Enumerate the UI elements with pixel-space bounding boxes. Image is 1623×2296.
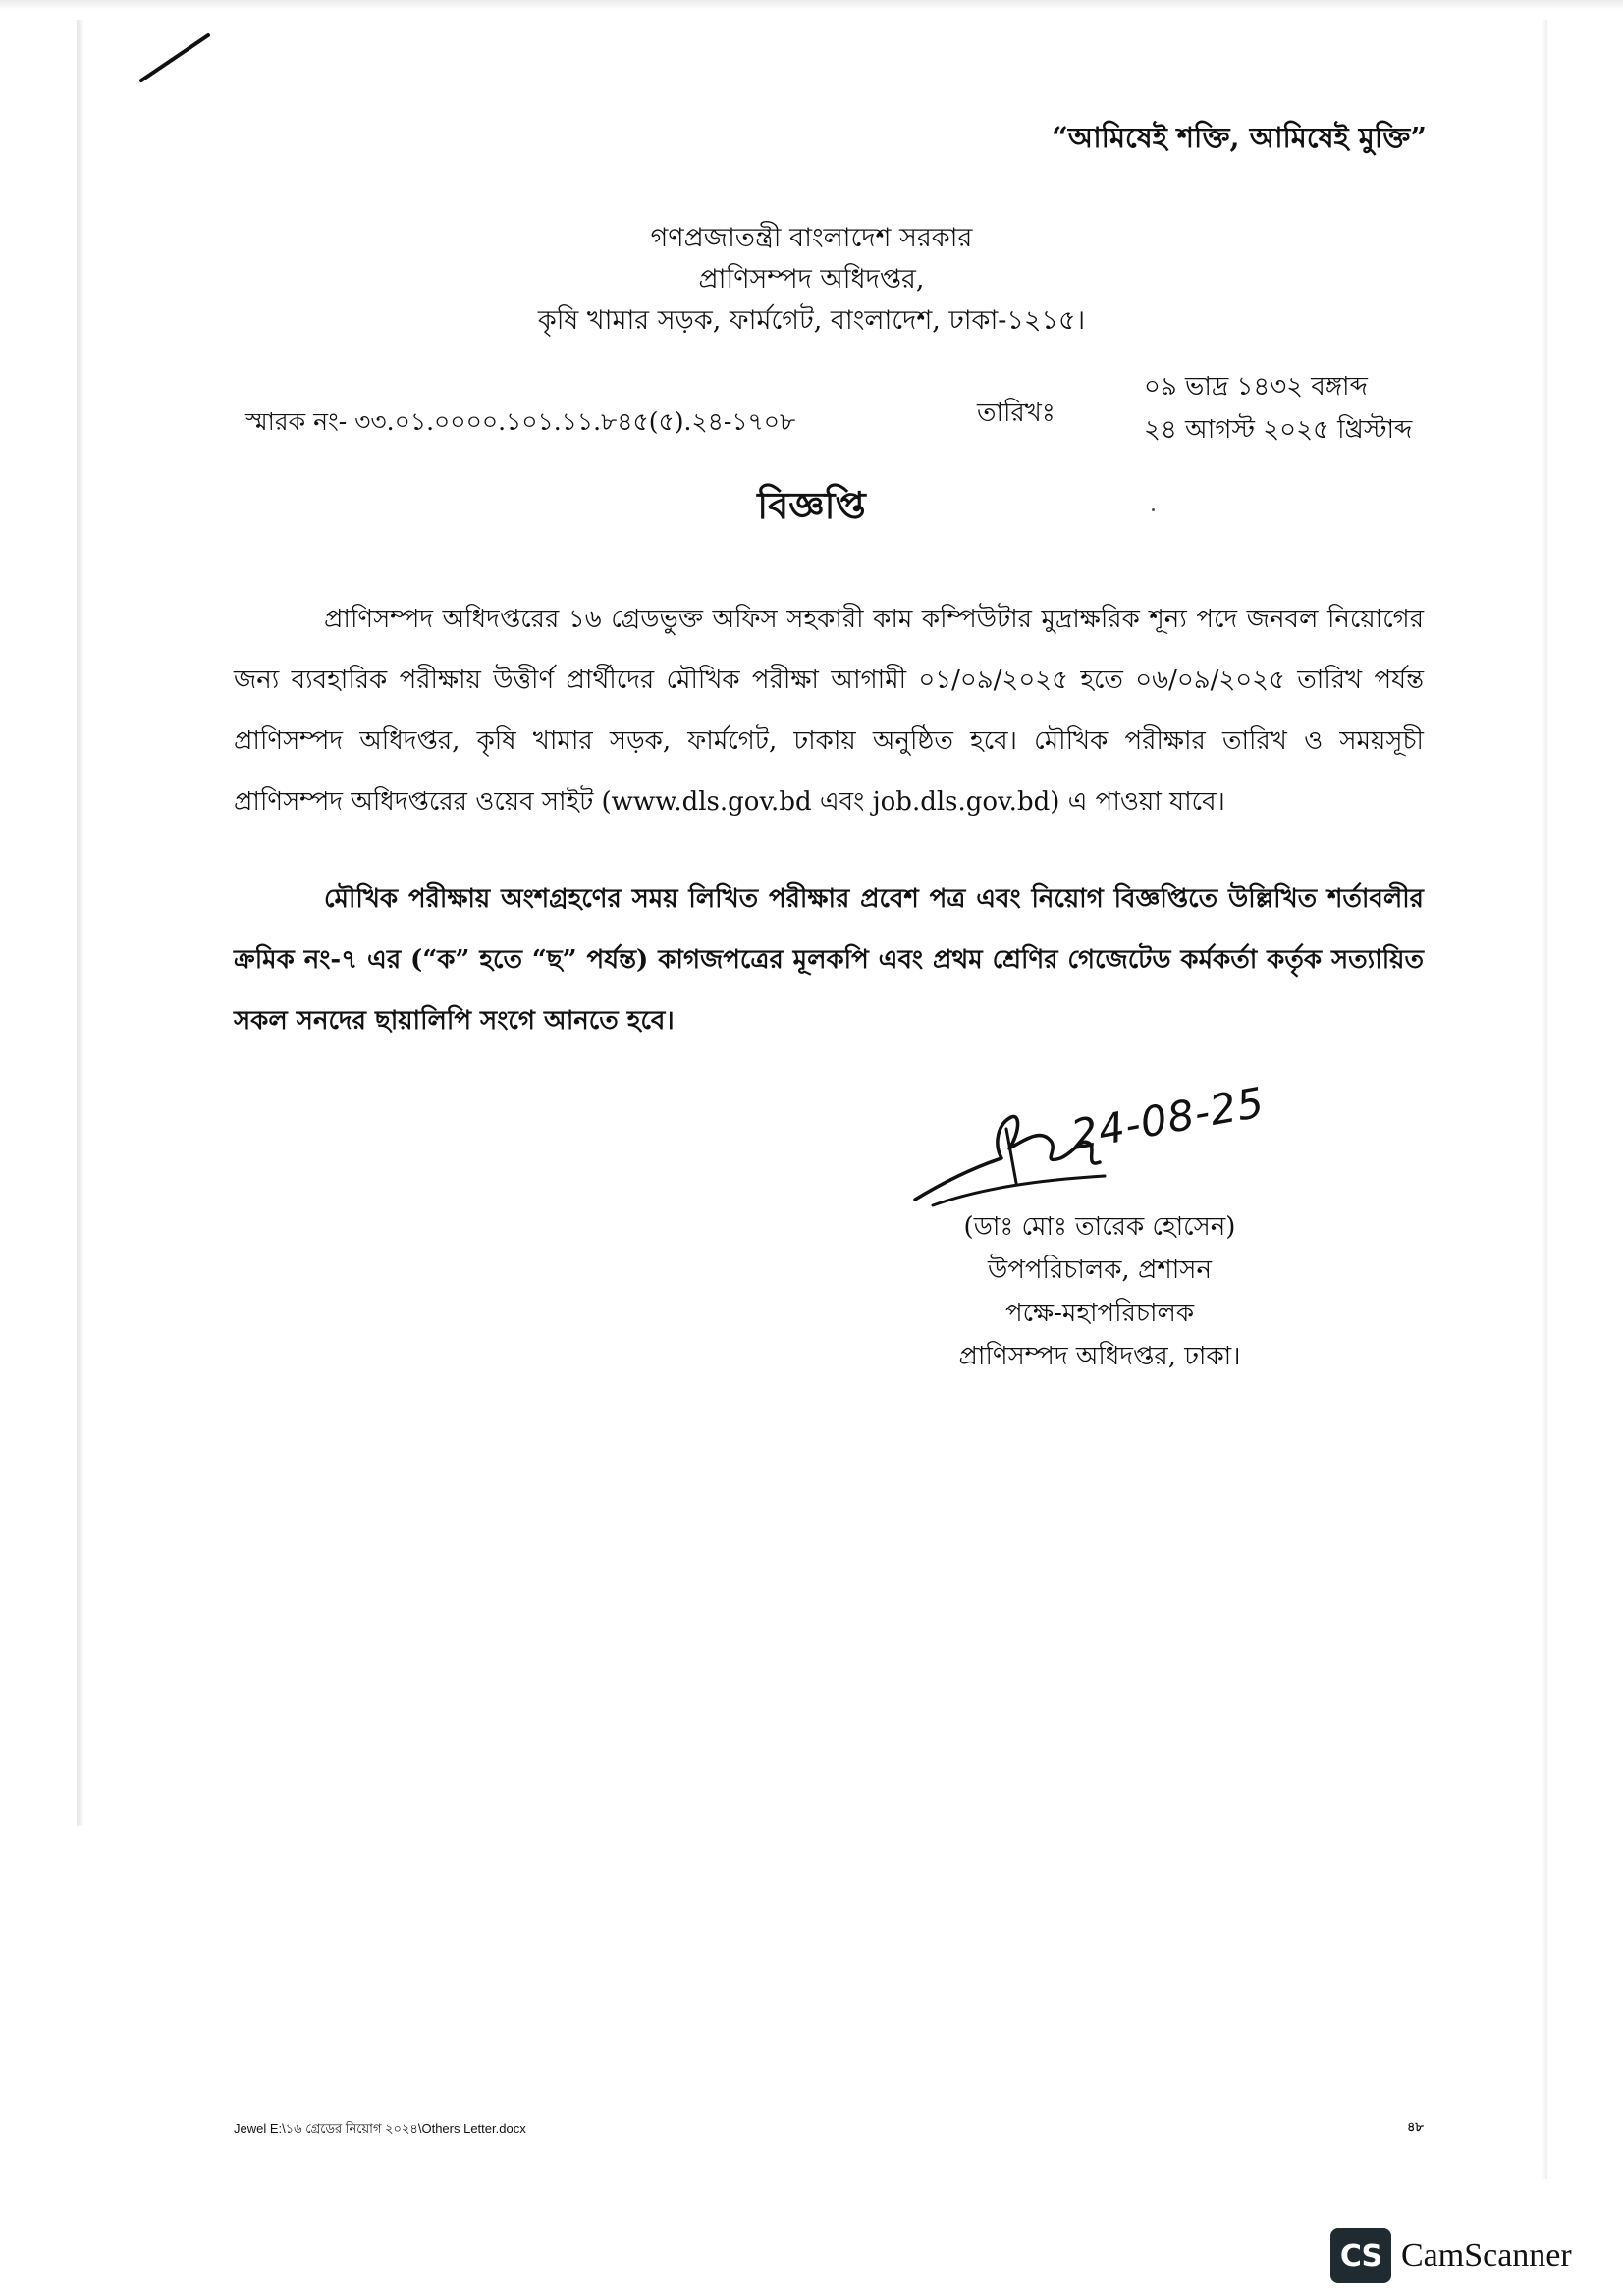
camscanner-watermark bbox=[1330, 2228, 1572, 2283]
signatory-on-behalf: পক্ষে-মহাপরিচালক bbox=[1004, 1299, 1195, 1328]
signatory-designation: উপপরিচালক, প্রশাসন bbox=[988, 1255, 1212, 1285]
date-block bbox=[1144, 365, 1412, 452]
letterhead-address: কৃষি খামার সড়ক, ফার্মগেট, বাংলাদেশ, ঢাকা-১২১৫। bbox=[537, 305, 1086, 336]
pen-mark bbox=[137, 29, 216, 88]
footer-page-number: ৪৮ bbox=[1407, 2119, 1424, 2134]
notice-title: বিজ্ঞপ্তি bbox=[757, 483, 866, 527]
date-gregorian: ২৪ আগস্ট ২০২৫ খ্রিস্টাব্দ bbox=[1144, 415, 1413, 445]
letterhead-government: গণপ্রজাতন্ত্রী বাংলাদেশ সরকার bbox=[650, 223, 973, 253]
page-shadow-right bbox=[1542, 20, 1547, 2179]
signatory-name: (ডাঃ মোঃ তারেক হোসেন) bbox=[963, 1212, 1236, 1242]
signature-date: 24-08-25 bbox=[1067, 1078, 1269, 1159]
notice-paragraph-2: মৌখিক পরীক্ষায় অংশগ্রহণের সময় লিখিত পরীক্ষার প্রবেশ পত্র এবং নিয়োগ বিজ্ঞপ্তিতে উল্লিখিত শর্তাবলীর ক্রমিক নং-৭ এর (“ক” হতে “ছ” পর্যন্ত) কাগজপত্রের মূলকপি এবং প্রথম শ্রেণির গেজেটেড কর্মকর্তা কর্তৃক সত্যায়িত সকল সনদের ছায়ালিপি সংগে আনতে হবে। bbox=[234, 884, 1424, 1036]
page-top-edge bbox=[0, 0, 1623, 10]
camscanner-label: CamScanner bbox=[1401, 2237, 1572, 2273]
letterhead bbox=[0, 218, 1623, 342]
letterhead-department: প্রাণিসম্পদ অধিদপ্তর, bbox=[698, 264, 925, 294]
camscanner-logo-icon: CS bbox=[1330, 2228, 1391, 2283]
speck bbox=[1152, 508, 1155, 511]
date-label: তারিখঃ bbox=[977, 399, 1055, 428]
date-bangla: ০৯ ভাদ্র ১৪৩২ বঙ্গাব্দ bbox=[1144, 372, 1368, 401]
footer-file-path: Jewel E:\১৬ গ্রেডের নিয়োগ ২০২৪\Others Letter.docx bbox=[234, 2121, 526, 2136]
motto: “আমিষেই শক্তি, আমিষেই মুক্তি” bbox=[1052, 121, 1427, 154]
notice-paragraph-1: প্রাণিসম্পদ অধিদপ্তরের ১৬ গ্রেডভুক্ত অফিস সহকারী কাম কম্পিউটার মুদ্রাক্ষরিক শূন্য পদে জনবল নিয়োগের জন্য ব্যবহারিক পরীক্ষায় উত্তীর্ণ প্রার্থীদের মৌখিক পরীক্ষা আগামী ০১/০৯/২০২৫ হতে ০৬/০৯/২০২৫ তারিখ পর্যন্ত প্রাণিসম্পদ অধিদপ্তর, কৃষি খামার সড়ক, ফার্মগেট, ঢাকায় অনুষ্ঠিত হবে। মৌখিক পরীক্ষার তারিখ ও সময়সূচী প্রাণিসম্পদ অধিদপ্তরের ওয়েব সাইট (www.dls.gov.bd এবং job.dls.gov.bd) এ পাওয়া যাবে। bbox=[234, 605, 1424, 817]
signatory-office: প্রাণিসম্পদ অধিদপ্তর, ঢাকা। bbox=[958, 1342, 1241, 1371]
memo-number: স্মারক নং- ৩৩.০১.০০০০.১০১.১১.৮৪৫(৫).২৪-১৭০৮ bbox=[245, 407, 796, 436]
signatory-block bbox=[864, 1205, 1335, 1378]
